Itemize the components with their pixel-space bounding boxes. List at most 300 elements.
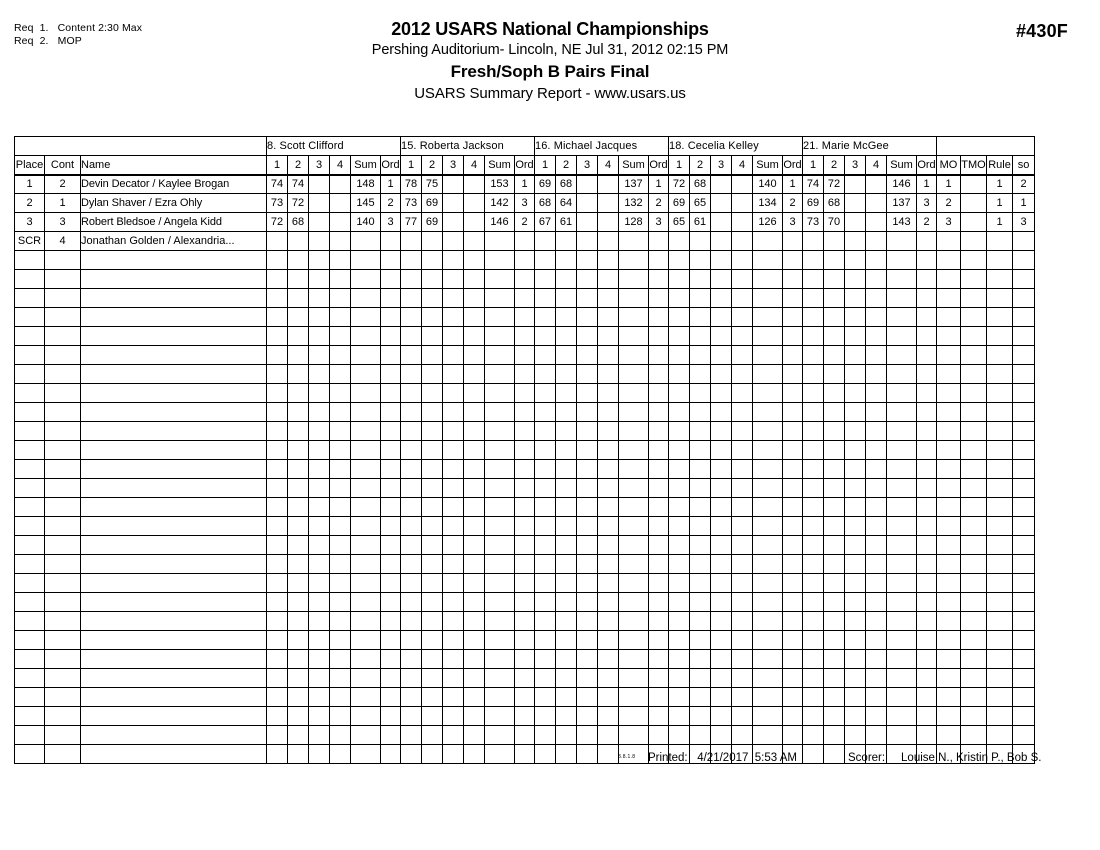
cell-judge4-ord[interactable] bbox=[783, 631, 803, 650]
cell-judge2-sum[interactable] bbox=[485, 650, 515, 669]
cell-judge1-ord[interactable] bbox=[381, 251, 401, 270]
cell-judge5-mark2[interactable]: 70 bbox=[824, 213, 845, 232]
cell-judge2-sum[interactable] bbox=[485, 707, 515, 726]
cell-judge4-mark4[interactable] bbox=[732, 422, 753, 441]
cell-place[interactable] bbox=[15, 422, 45, 441]
cell-judge5-mark4[interactable] bbox=[866, 517, 887, 536]
cell-judge5-mark2[interactable] bbox=[824, 498, 845, 517]
cell-judge5-mark3[interactable] bbox=[845, 536, 866, 555]
cell-judge1-ord[interactable] bbox=[381, 536, 401, 555]
cell-judge3-mark4[interactable] bbox=[598, 289, 619, 308]
cell-judge1-ord[interactable] bbox=[381, 460, 401, 479]
cell-judge3-sum[interactable] bbox=[619, 346, 649, 365]
cell-judge1-mark3[interactable] bbox=[309, 232, 330, 251]
cell-judge1-mark2[interactable] bbox=[288, 555, 309, 574]
cell-judge4-mark2[interactable] bbox=[690, 441, 711, 460]
cell-judge3-mark1[interactable] bbox=[535, 346, 556, 365]
cell-judge1-mark1[interactable] bbox=[267, 707, 288, 726]
cell-judge1-mark2[interactable] bbox=[288, 707, 309, 726]
cell-rule[interactable]: 1 bbox=[987, 194, 1013, 213]
cell-judge3-mark4[interactable] bbox=[598, 650, 619, 669]
cell-judge1-mark1[interactable] bbox=[267, 479, 288, 498]
cell-judge2-ord[interactable] bbox=[515, 251, 535, 270]
cell-judge2-ord[interactable] bbox=[515, 365, 535, 384]
cell-judge4-sum[interactable] bbox=[753, 593, 783, 612]
cell-judge4-sum[interactable] bbox=[753, 232, 783, 251]
cell-mo[interactable] bbox=[937, 631, 961, 650]
cell-judge2-mark1[interactable] bbox=[401, 251, 422, 270]
cell-judge1-mark4[interactable] bbox=[330, 536, 351, 555]
cell-judge1-ord[interactable]: 2 bbox=[381, 194, 401, 213]
cell-judge3-sum[interactable] bbox=[619, 593, 649, 612]
cell-judge5-sum[interactable] bbox=[887, 403, 917, 422]
cell-judge5-sum[interactable] bbox=[887, 346, 917, 365]
cell-judge4-sum[interactable] bbox=[753, 422, 783, 441]
cell-place[interactable] bbox=[15, 612, 45, 631]
cell-judge1-sum[interactable] bbox=[351, 650, 381, 669]
cell-judge2-mark3[interactable] bbox=[443, 232, 464, 251]
cell-judge5-mark1[interactable] bbox=[803, 327, 824, 346]
cell-judge2-ord[interactable] bbox=[515, 593, 535, 612]
cell-judge1-sum[interactable] bbox=[351, 327, 381, 346]
cell-judge5-sum[interactable] bbox=[887, 479, 917, 498]
cell-rule[interactable] bbox=[987, 631, 1013, 650]
cell-judge3-mark3[interactable] bbox=[577, 232, 598, 251]
cell-judge5-sum[interactable] bbox=[887, 631, 917, 650]
cell-judge2-mark3[interactable] bbox=[443, 422, 464, 441]
cell-judge4-mark1[interactable] bbox=[669, 422, 690, 441]
cell-judge5-sum[interactable]: 137 bbox=[887, 194, 917, 213]
cell-judge4-mark1[interactable] bbox=[669, 536, 690, 555]
cell-tmo[interactable] bbox=[961, 194, 987, 213]
cell-judge3-mark3[interactable] bbox=[577, 365, 598, 384]
cell-judge4-mark4[interactable] bbox=[732, 631, 753, 650]
cell-judge2-mark2[interactable]: 75 bbox=[422, 175, 443, 194]
cell-judge2-ord[interactable] bbox=[515, 517, 535, 536]
cell-judge2-mark1[interactable] bbox=[401, 574, 422, 593]
cell-judge2-mark1[interactable]: 73 bbox=[401, 194, 422, 213]
cell-judge1-ord[interactable] bbox=[381, 308, 401, 327]
cell-judge4-mark2[interactable] bbox=[690, 270, 711, 289]
cell-judge1-mark3[interactable] bbox=[309, 289, 330, 308]
cell-mo[interactable] bbox=[937, 460, 961, 479]
cell-judge1-ord[interactable] bbox=[381, 726, 401, 745]
cell-cont[interactable] bbox=[45, 384, 81, 403]
cell-judge2-mark2[interactable] bbox=[422, 308, 443, 327]
cell-judge4-mark1[interactable] bbox=[669, 707, 690, 726]
cell-judge2-mark2[interactable] bbox=[422, 631, 443, 650]
cell-judge3-mark4[interactable] bbox=[598, 498, 619, 517]
cell-judge3-ord[interactable]: 1 bbox=[649, 175, 669, 194]
cell-judge2-ord[interactable] bbox=[515, 460, 535, 479]
cell-judge4-ord[interactable] bbox=[783, 251, 803, 270]
cell-judge1-mark2[interactable]: 74 bbox=[288, 175, 309, 194]
cell-judge1-mark1[interactable]: 72 bbox=[267, 213, 288, 232]
cell-judge5-mark4[interactable] bbox=[866, 555, 887, 574]
cell-judge1-mark2[interactable] bbox=[288, 498, 309, 517]
cell-mo[interactable] bbox=[937, 688, 961, 707]
cell-judge5-mark3[interactable] bbox=[845, 365, 866, 384]
cell-judge1-ord[interactable] bbox=[381, 688, 401, 707]
cell-judge5-mark2[interactable] bbox=[824, 555, 845, 574]
cell-cont[interactable] bbox=[45, 669, 81, 688]
cell-judge3-mark4[interactable] bbox=[598, 232, 619, 251]
cell-judge5-sum[interactable] bbox=[887, 650, 917, 669]
cell-judge1-mark3[interactable] bbox=[309, 517, 330, 536]
cell-judge1-mark2[interactable] bbox=[288, 536, 309, 555]
cell-judge3-mark2[interactable] bbox=[556, 536, 577, 555]
cell-judge4-mark3[interactable] bbox=[711, 479, 732, 498]
cell-judge1-mark2[interactable] bbox=[288, 441, 309, 460]
cell-judge5-mark3[interactable] bbox=[845, 232, 866, 251]
cell-judge2-mark3[interactable] bbox=[443, 536, 464, 555]
cell-judge5-mark4[interactable] bbox=[866, 536, 887, 555]
cell-judge5-mark3[interactable] bbox=[845, 308, 866, 327]
cell-judge1-mark3[interactable] bbox=[309, 308, 330, 327]
cell-cont[interactable] bbox=[45, 403, 81, 422]
cell-judge3-ord[interactable] bbox=[649, 251, 669, 270]
cell-judge3-mark3[interactable] bbox=[577, 498, 598, 517]
cell-judge2-mark4[interactable] bbox=[464, 707, 485, 726]
cell-so[interactable] bbox=[1013, 479, 1035, 498]
cell-judge5-mark1[interactable]: 74 bbox=[803, 175, 824, 194]
cell-judge4-ord[interactable] bbox=[783, 555, 803, 574]
cell-judge5-mark2[interactable] bbox=[824, 726, 845, 745]
cell-judge2-mark2[interactable] bbox=[422, 327, 443, 346]
cell-judge5-mark4[interactable] bbox=[866, 346, 887, 365]
cell-judge5-mark2[interactable] bbox=[824, 631, 845, 650]
cell-judge2-mark4[interactable] bbox=[464, 593, 485, 612]
cell-judge5-mark1[interactable] bbox=[803, 555, 824, 574]
cell-place[interactable]: SCR bbox=[15, 232, 45, 251]
cell-rule[interactable]: 1 bbox=[987, 175, 1013, 194]
cell-judge2-mark1[interactable]: 78 bbox=[401, 175, 422, 194]
table-row-empty[interactable] bbox=[15, 422, 1035, 441]
cell-tmo[interactable] bbox=[961, 175, 987, 194]
cell-judge1-mark1[interactable] bbox=[267, 536, 288, 555]
cell-name[interactable] bbox=[81, 479, 267, 498]
cell-judge2-mark2[interactable] bbox=[422, 536, 443, 555]
cell-judge3-mark3[interactable] bbox=[577, 555, 598, 574]
cell-judge2-mark4[interactable] bbox=[464, 574, 485, 593]
cell-judge1-mark4[interactable] bbox=[330, 308, 351, 327]
cell-cont[interactable] bbox=[45, 346, 81, 365]
cell-judge1-mark3[interactable] bbox=[309, 270, 330, 289]
cell-judge3-mark1[interactable] bbox=[535, 403, 556, 422]
cell-judge2-mark4[interactable] bbox=[464, 688, 485, 707]
table-row-empty[interactable] bbox=[15, 593, 1035, 612]
cell-judge5-mark3[interactable] bbox=[845, 593, 866, 612]
cell-judge4-mark1[interactable] bbox=[669, 631, 690, 650]
cell-judge5-mark4[interactable] bbox=[866, 688, 887, 707]
cell-judge4-mark2[interactable] bbox=[690, 517, 711, 536]
cell-judge5-mark2[interactable] bbox=[824, 346, 845, 365]
cell-judge1-mark1[interactable] bbox=[267, 365, 288, 384]
cell-judge3-mark1[interactable] bbox=[535, 669, 556, 688]
cell-judge4-ord[interactable] bbox=[783, 498, 803, 517]
cell-mo[interactable] bbox=[937, 707, 961, 726]
cell-judge1-mark2[interactable] bbox=[288, 365, 309, 384]
table-row-empty[interactable] bbox=[15, 479, 1035, 498]
cell-judge4-sum[interactable] bbox=[753, 726, 783, 745]
cell-judge4-mark3[interactable] bbox=[711, 308, 732, 327]
cell-judge4-ord[interactable] bbox=[783, 688, 803, 707]
cell-rule[interactable] bbox=[987, 232, 1013, 251]
cell-rule[interactable] bbox=[987, 726, 1013, 745]
cell-judge2-mark4[interactable] bbox=[464, 365, 485, 384]
cell-judge2-mark3[interactable] bbox=[443, 365, 464, 384]
cell-judge1-mark4[interactable] bbox=[330, 669, 351, 688]
cell-judge5-sum[interactable] bbox=[887, 384, 917, 403]
cell-judge4-mark2[interactable] bbox=[690, 536, 711, 555]
cell-judge1-sum[interactable] bbox=[351, 365, 381, 384]
cell-judge3-mark3[interactable] bbox=[577, 726, 598, 745]
cell-cont[interactable] bbox=[45, 441, 81, 460]
cell-judge1-mark1[interactable] bbox=[267, 403, 288, 422]
cell-judge1-ord[interactable] bbox=[381, 365, 401, 384]
cell-judge4-ord[interactable] bbox=[783, 289, 803, 308]
cell-judge3-ord[interactable] bbox=[649, 441, 669, 460]
cell-judge4-mark3[interactable] bbox=[711, 593, 732, 612]
cell-judge1-mark2[interactable] bbox=[288, 517, 309, 536]
cell-judge4-ord[interactable] bbox=[783, 669, 803, 688]
cell-judge3-mark3[interactable] bbox=[577, 441, 598, 460]
cell-judge3-mark3[interactable] bbox=[577, 517, 598, 536]
cell-judge2-mark2[interactable] bbox=[422, 403, 443, 422]
cell-judge3-mark1[interactable] bbox=[535, 726, 556, 745]
table-row-empty[interactable] bbox=[15, 574, 1035, 593]
cell-name[interactable] bbox=[81, 631, 267, 650]
cell-cont[interactable] bbox=[45, 631, 81, 650]
cell-judge4-mark2[interactable] bbox=[690, 232, 711, 251]
cell-mo[interactable] bbox=[937, 498, 961, 517]
cell-tmo[interactable] bbox=[961, 365, 987, 384]
cell-judge1-ord[interactable] bbox=[381, 346, 401, 365]
cell-judge2-mark2[interactable] bbox=[422, 365, 443, 384]
cell-judge2-sum[interactable]: 153 bbox=[485, 175, 515, 194]
cell-judge2-mark2[interactable] bbox=[422, 498, 443, 517]
cell-tmo[interactable] bbox=[961, 308, 987, 327]
cell-judge1-sum[interactable] bbox=[351, 308, 381, 327]
cell-judge4-sum[interactable] bbox=[753, 555, 783, 574]
cell-judge5-ord[interactable] bbox=[917, 384, 937, 403]
cell-judge2-sum[interactable] bbox=[485, 517, 515, 536]
cell-judge4-sum[interactable] bbox=[753, 460, 783, 479]
cell-judge4-mark4[interactable] bbox=[732, 707, 753, 726]
cell-judge3-mark3[interactable] bbox=[577, 213, 598, 232]
cell-judge1-mark1[interactable] bbox=[267, 517, 288, 536]
cell-judge4-mark2[interactable] bbox=[690, 688, 711, 707]
cell-rule[interactable] bbox=[987, 460, 1013, 479]
cell-judge5-sum[interactable] bbox=[887, 308, 917, 327]
cell-judge1-mark3[interactable] bbox=[309, 441, 330, 460]
cell-judge2-mark3[interactable] bbox=[443, 308, 464, 327]
cell-judge2-sum[interactable] bbox=[485, 232, 515, 251]
cell-so[interactable] bbox=[1013, 346, 1035, 365]
cell-judge5-mark2[interactable] bbox=[824, 593, 845, 612]
cell-judge3-mark4[interactable] bbox=[598, 403, 619, 422]
table-row[interactable] bbox=[15, 194, 1035, 213]
cell-judge3-mark1[interactable] bbox=[535, 555, 556, 574]
cell-judge1-mark3[interactable] bbox=[309, 384, 330, 403]
cell-judge1-mark2[interactable] bbox=[288, 422, 309, 441]
cell-judge4-mark4[interactable] bbox=[732, 498, 753, 517]
cell-judge5-mark1[interactable] bbox=[803, 631, 824, 650]
cell-judge2-mark1[interactable] bbox=[401, 270, 422, 289]
cell-mo[interactable] bbox=[937, 251, 961, 270]
cell-judge2-mark1[interactable] bbox=[401, 460, 422, 479]
cell-place[interactable] bbox=[15, 346, 45, 365]
cell-judge4-mark1[interactable] bbox=[669, 251, 690, 270]
cell-judge1-mark3[interactable] bbox=[309, 498, 330, 517]
cell-judge5-mark4[interactable] bbox=[866, 384, 887, 403]
cell-judge1-sum[interactable] bbox=[351, 403, 381, 422]
cell-judge3-mark1[interactable] bbox=[535, 536, 556, 555]
cell-judge1-mark2[interactable]: 68 bbox=[288, 213, 309, 232]
cell-judge4-mark4[interactable] bbox=[732, 194, 753, 213]
cell-judge4-mark1[interactable] bbox=[669, 669, 690, 688]
cell-judge3-mark3[interactable] bbox=[577, 650, 598, 669]
cell-name[interactable]: Devin Decator / Kaylee Brogan bbox=[81, 175, 267, 194]
table-row-empty[interactable] bbox=[15, 270, 1035, 289]
cell-cont[interactable] bbox=[45, 707, 81, 726]
cell-judge1-mark2[interactable] bbox=[288, 650, 309, 669]
cell-judge4-sum[interactable] bbox=[753, 441, 783, 460]
cell-judge5-mark3[interactable] bbox=[845, 403, 866, 422]
cell-judge4-mark3[interactable] bbox=[711, 460, 732, 479]
table-row-empty[interactable] bbox=[15, 726, 1035, 745]
cell-rule[interactable] bbox=[987, 574, 1013, 593]
cell-judge4-mark3[interactable] bbox=[711, 555, 732, 574]
cell-judge3-mark4[interactable] bbox=[598, 517, 619, 536]
cell-judge3-ord[interactable] bbox=[649, 555, 669, 574]
cell-name[interactable] bbox=[81, 574, 267, 593]
cell-judge1-mark4[interactable] bbox=[330, 365, 351, 384]
cell-judge4-mark4[interactable] bbox=[732, 612, 753, 631]
cell-judge5-mark2[interactable] bbox=[824, 251, 845, 270]
cell-so[interactable]: 3 bbox=[1013, 213, 1035, 232]
cell-judge4-ord[interactable] bbox=[783, 365, 803, 384]
table-row-empty[interactable] bbox=[15, 327, 1035, 346]
cell-judge1-mark4[interactable] bbox=[330, 650, 351, 669]
cell-judge4-mark3[interactable] bbox=[711, 346, 732, 365]
cell-judge3-mark4[interactable] bbox=[598, 574, 619, 593]
cell-judge3-mark2[interactable] bbox=[556, 707, 577, 726]
cell-judge1-mark2[interactable] bbox=[288, 669, 309, 688]
cell-place[interactable] bbox=[15, 365, 45, 384]
cell-judge3-mark3[interactable] bbox=[577, 460, 598, 479]
cell-so[interactable] bbox=[1013, 555, 1035, 574]
cell-judge2-ord[interactable] bbox=[515, 498, 535, 517]
cell-judge1-mark1[interactable]: 74 bbox=[267, 175, 288, 194]
cell-judge4-mark4[interactable] bbox=[732, 593, 753, 612]
cell-judge1-mark1[interactable] bbox=[267, 631, 288, 650]
cell-judge3-mark2[interactable] bbox=[556, 631, 577, 650]
cell-judge1-ord[interactable] bbox=[381, 232, 401, 251]
cell-judge1-sum[interactable] bbox=[351, 460, 381, 479]
cell-judge3-mark1[interactable] bbox=[535, 479, 556, 498]
cell-judge3-ord[interactable] bbox=[649, 707, 669, 726]
cell-judge4-mark3[interactable] bbox=[711, 365, 732, 384]
cell-judge4-mark1[interactable] bbox=[669, 593, 690, 612]
cell-judge2-sum[interactable] bbox=[485, 574, 515, 593]
cell-judge1-mark3[interactable] bbox=[309, 726, 330, 745]
cell-judge1-ord[interactable] bbox=[381, 422, 401, 441]
cell-judge5-mark2[interactable] bbox=[824, 479, 845, 498]
cell-mo[interactable] bbox=[937, 289, 961, 308]
cell-judge2-mark4[interactable] bbox=[464, 517, 485, 536]
cell-judge2-ord[interactable] bbox=[515, 441, 535, 460]
cell-judge4-mark4[interactable] bbox=[732, 308, 753, 327]
cell-tmo[interactable] bbox=[961, 555, 987, 574]
cell-judge4-mark2[interactable] bbox=[690, 555, 711, 574]
cell-judge3-mark2[interactable] bbox=[556, 270, 577, 289]
cell-mo[interactable] bbox=[937, 441, 961, 460]
cell-judge3-ord[interactable] bbox=[649, 365, 669, 384]
cell-judge5-sum[interactable] bbox=[887, 574, 917, 593]
cell-judge4-mark4[interactable] bbox=[732, 365, 753, 384]
cell-judge1-mark2[interactable] bbox=[288, 346, 309, 365]
cell-so[interactable] bbox=[1013, 365, 1035, 384]
cell-name[interactable] bbox=[81, 612, 267, 631]
cell-judge1-mark4[interactable] bbox=[330, 460, 351, 479]
cell-place[interactable] bbox=[15, 441, 45, 460]
cell-judge2-mark3[interactable] bbox=[443, 726, 464, 745]
cell-judge2-mark3[interactable] bbox=[443, 650, 464, 669]
cell-place[interactable] bbox=[15, 498, 45, 517]
cell-judge3-sum[interactable] bbox=[619, 251, 649, 270]
cell-judge2-mark4[interactable] bbox=[464, 346, 485, 365]
cell-judge2-mark3[interactable] bbox=[443, 251, 464, 270]
cell-judge3-mark2[interactable] bbox=[556, 479, 577, 498]
cell-judge3-sum[interactable] bbox=[619, 555, 649, 574]
cell-judge5-mark4[interactable] bbox=[866, 175, 887, 194]
cell-judge2-ord[interactable] bbox=[515, 327, 535, 346]
cell-judge1-mark2[interactable] bbox=[288, 232, 309, 251]
table-row-empty[interactable] bbox=[15, 669, 1035, 688]
cell-judge1-sum[interactable] bbox=[351, 707, 381, 726]
cell-judge4-mark2[interactable]: 61 bbox=[690, 213, 711, 232]
cell-judge5-ord[interactable] bbox=[917, 479, 937, 498]
cell-cont[interactable] bbox=[45, 479, 81, 498]
cell-judge2-sum[interactable] bbox=[485, 593, 515, 612]
cell-judge3-mark4[interactable] bbox=[598, 593, 619, 612]
cell-judge5-mark3[interactable] bbox=[845, 707, 866, 726]
cell-judge4-mark4[interactable] bbox=[732, 555, 753, 574]
cell-cont[interactable] bbox=[45, 460, 81, 479]
cell-judge3-mark2[interactable] bbox=[556, 384, 577, 403]
cell-cont[interactable] bbox=[45, 251, 81, 270]
cell-so[interactable] bbox=[1013, 289, 1035, 308]
cell-judge5-mark2[interactable] bbox=[824, 289, 845, 308]
cell-judge4-sum[interactable] bbox=[753, 631, 783, 650]
cell-cont[interactable] bbox=[45, 365, 81, 384]
cell-judge4-mark1[interactable] bbox=[669, 574, 690, 593]
cell-judge3-sum[interactable] bbox=[619, 308, 649, 327]
cell-judge3-ord[interactable] bbox=[649, 479, 669, 498]
cell-judge3-sum[interactable] bbox=[619, 422, 649, 441]
cell-judge5-mark3[interactable] bbox=[845, 479, 866, 498]
cell-judge5-sum[interactable]: 146 bbox=[887, 175, 917, 194]
cell-judge1-mark4[interactable] bbox=[330, 498, 351, 517]
cell-judge2-mark1[interactable] bbox=[401, 422, 422, 441]
cell-judge5-sum[interactable] bbox=[887, 536, 917, 555]
cell-name[interactable] bbox=[81, 688, 267, 707]
cell-judge2-mark2[interactable] bbox=[422, 441, 443, 460]
cell-judge2-mark3[interactable] bbox=[443, 517, 464, 536]
cell-judge3-ord[interactable] bbox=[649, 460, 669, 479]
cell-judge5-mark1[interactable] bbox=[803, 517, 824, 536]
